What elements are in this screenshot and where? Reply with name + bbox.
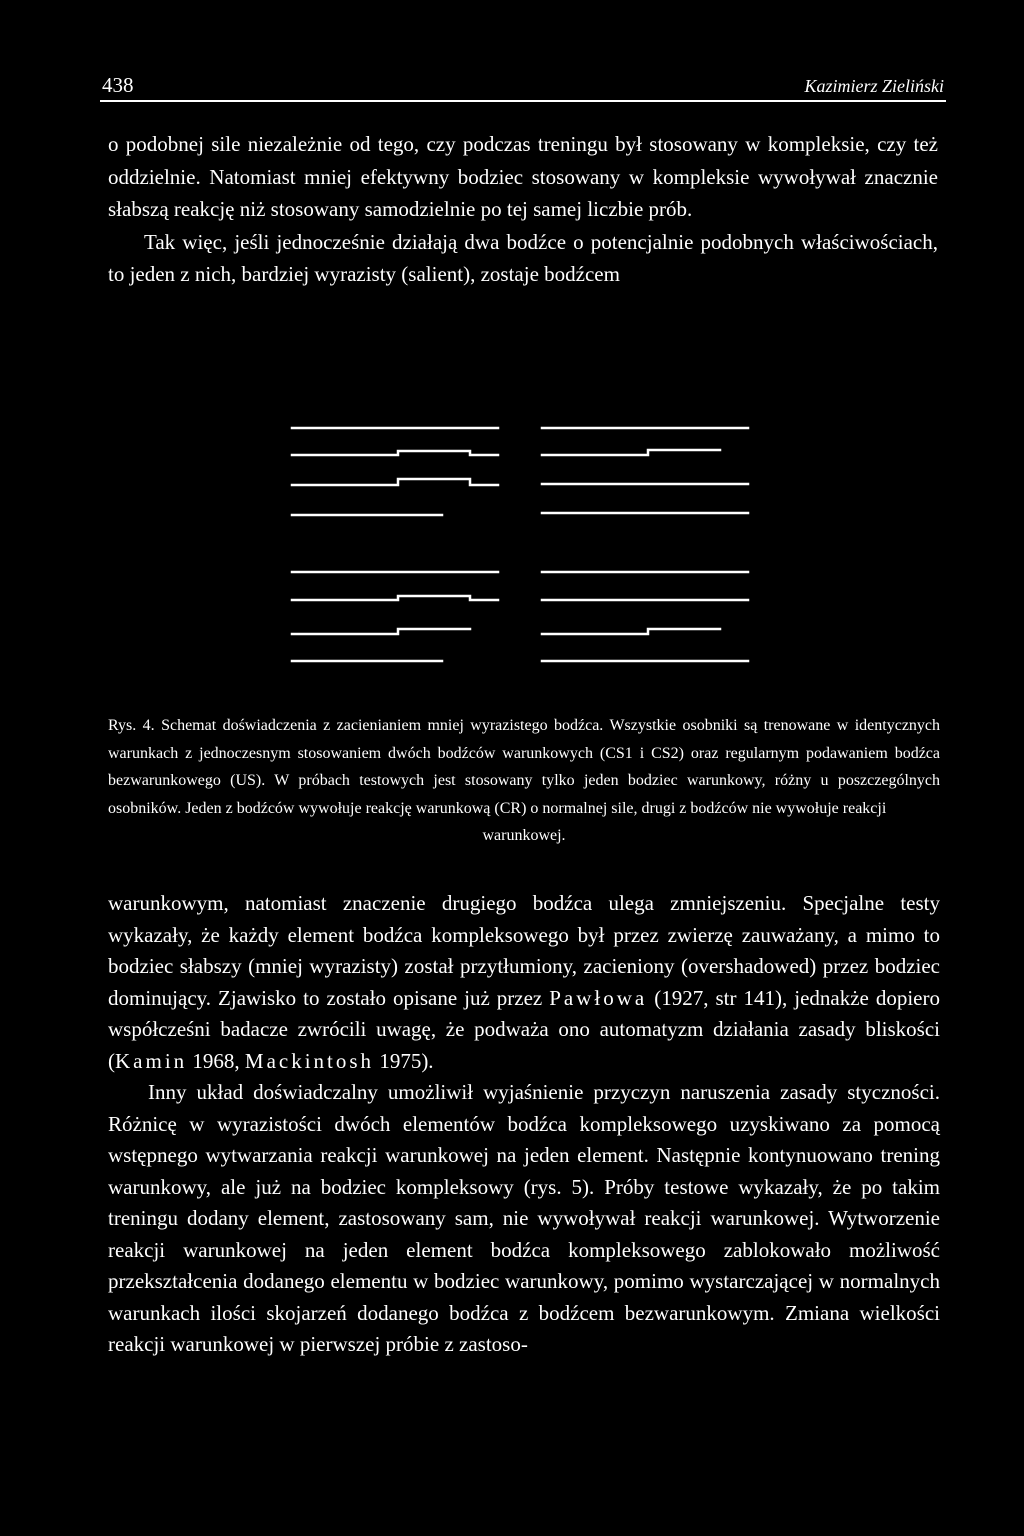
caption-label: Rys. 4. (108, 717, 155, 734)
running-head: Kazimierz Zieliński (804, 76, 944, 96)
top-text-block (108, 128, 938, 291)
page-number: 438 (102, 73, 134, 97)
text-run: (1927, str 141), jednakże dopiero współcześni badacze zwrócili uwagę, że podważa ono automatyzm działania zasady bliskości ( (108, 985, 940, 1073)
us-trace-left-upper (292, 479, 498, 485)
text-run: warunkowym, natomiast znaczenie drugiego bodźca ulega zmniejszeniu. Specjalne testy wykazały, że każdy element bodźca kompleksowego był przez zwierzę zauważany, a mimo to bodziec słabszy (mniej wyrazisty) został przytłumiony, zacieniony (overshadowed) przez bodziec dominujący. Zjawisko to zostało opisane już przez (108, 891, 940, 1010)
caption-body: Wszystkie osobniki są trenowane w identycznych warunkach z jednoczesnym stosowaniem dwóch bodźców warunkowych (CS1 i CS2) oraz regularnym podawaniem bodźca bezwarunkowego (US). W próbach testowych jest stosowany tylko jeden bodziec warunkowy, różny u poszczególnych osobników. Jeden z bodźców wywołuje reakcję warunkową (CR) o normalnej sile, drugi z bodźców nie wywołuje reakcji (108, 717, 941, 817)
figure-caption (108, 712, 940, 850)
author-name: Mackintosh (244, 1048, 375, 1073)
cs2-trace-left-upper (292, 451, 498, 455)
figure-4 (0, 410, 1024, 680)
paragraph: Tak więc, jeśli jednocześnie działają dwa bodźce o potencjalnie podobnych właściwościach, to jeden z nich, bardziej wyrazisty (salient), zostaje bodźcem (108, 229, 938, 287)
caption-title: Schemat doświadczenia z zacienianiem mniej wyrazistego bodźca. (161, 717, 604, 734)
page-header (100, 70, 946, 102)
paragraph (108, 888, 940, 1077)
us-trace-left-lower (292, 629, 470, 634)
author-name: Pawłowa (549, 985, 648, 1010)
paragraph: o podobnej sile niezależnie od tego, czy podczas treningu był stosowany w kompleksie, czy też oddzielnie. Natomiast mniej efektywny bodziec stosowany w kompleksie wywoływał znacznie słabszą reakcję niż stosowany samodzielnie po tej samej liczbie prób. (108, 132, 938, 222)
text-run: 1975). (379, 1048, 434, 1073)
text-run: 1968, (192, 1048, 240, 1073)
cs2-trace-left-lower (292, 596, 498, 600)
bottom-text-block (108, 888, 940, 1361)
caption-text (108, 712, 940, 822)
paragraph: Inny układ doświadczalny umożliwił wyjaśnienie przyczyn naruszenia zasady styczności. Różnicę w wyrazistości dwóch elementów bodźca kompleksowego uzyskiwano za pomocą wstępnego wytwarzania reakcji warunkowej na jeden element. Następnie kontynuowano trening warunkowy, ale już na bodziec kompleksowy (rys. 5). Próby testowe wykazały, że po takim treningu dodany element, zastosowany sam, nie wywoływał reakcji warunkowej. Wytworzenie reakcji warunkowej na jeden element bodźca kompleksowego zablokowało możliwość przekształcenia dodanego elementu w bodziec warunkowy, pomimo wystarczającej w normalnych warunkach ilości skojarzeń dodanego bodźca z bodźcem bezwarunkowym. Zmiana wielkości reakcji warunkowej w pierwszej próbie z zastoso- (108, 1080, 940, 1356)
us-trace-right-lower (542, 629, 720, 634)
timing-diagram (0, 410, 1024, 680)
author-name: Kamin (115, 1048, 188, 1073)
caption-last-line: warunkowej. (482, 827, 566, 844)
cs2-trace-right-upper (542, 450, 720, 455)
